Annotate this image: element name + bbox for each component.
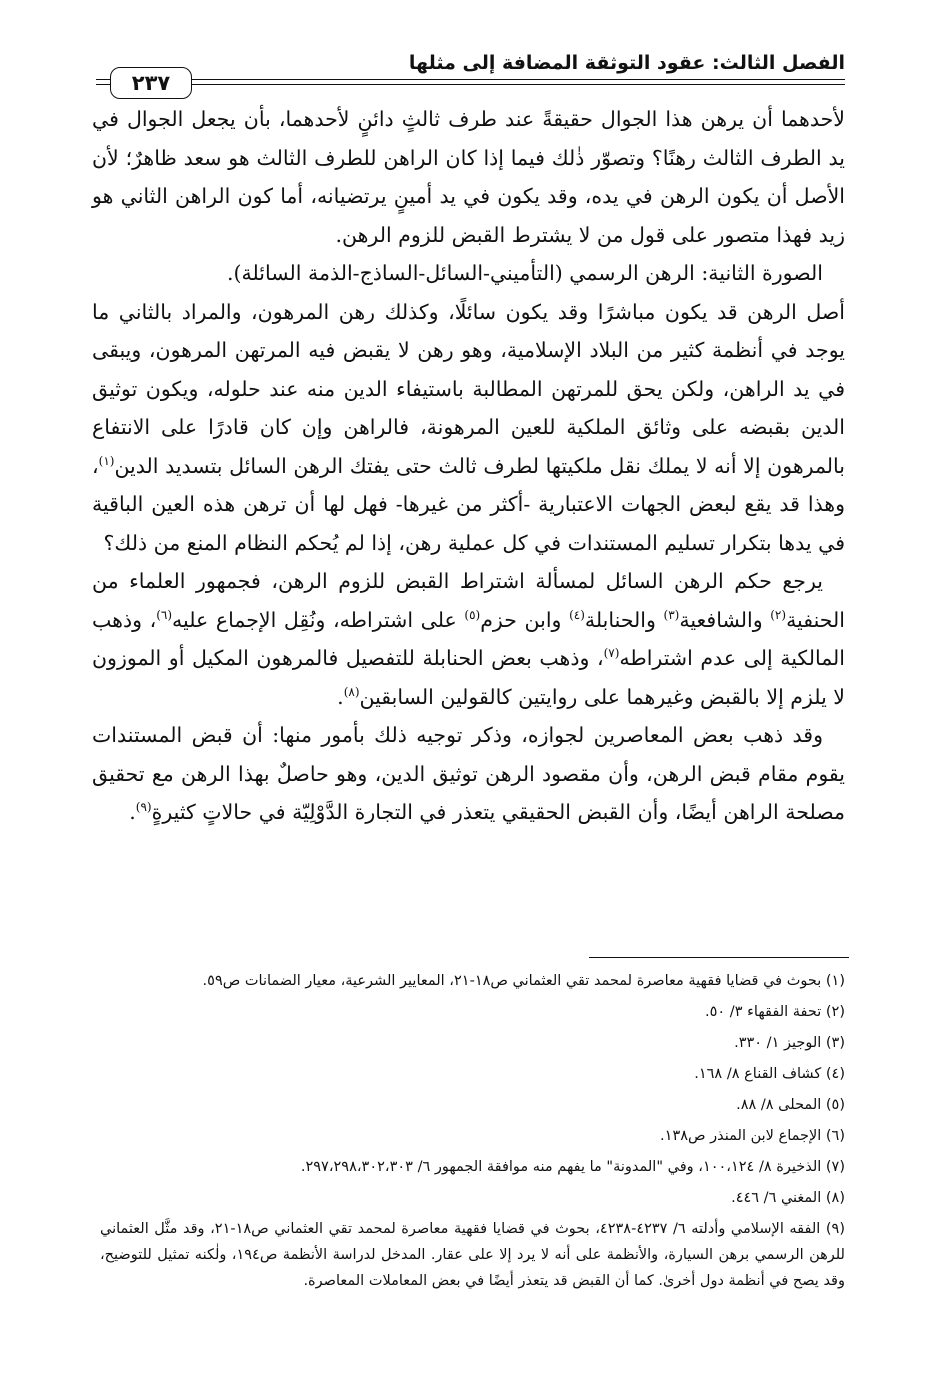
- paragraph-4-text-d: وابن حزم: [480, 607, 570, 632]
- paragraph-1: لأحدهما أن يرهن هذا الجوال حقيقةً عند طرف ثالثٍ دائنٍ لأحدهما، بأن يجعل الجوال في يد الطرف الثالث رهنًا؟ وتصوّر ذٰلك فيما إذا كان الراهن للطرف الثالث هو سعد ظاهرٌ؛ لأن الأصل أن يكون الرهن في يده، وقد يكون في يد أمينٍ يرتضيانه، أما كون الراهن الثاني هو زيد فهذا متصور على قول من لا يشترط القبض للزوم الرهن.: [92, 107, 845, 247]
- footnote-6: (٦) الإجماع لابن المنذر ص١٣٨.: [660, 1128, 845, 1144]
- footnote-ref-4[interactable]: (٤): [569, 607, 585, 622]
- paragraph-3-text-a: أصل الرهن قد يكون مباشرًا وقد يكون سائلًا، وكذلك رهن المرهون، والمراد بالثاني ما يوجد في أنظمة كثير من البلاد الإسلامية، وهو رهن لا يقبض فيه المرتهن المرهون، ويبقى في يد الراهن، ولكن يحق للمرتهن المطالبة باستيفاء الدين منه عند حلوله، ويكون توثيق الدين بقبضه على وثائق الملكية للعين المرهونة، فالراهن وإن كان قادرًا على الانتفاع بالمرهون إلا أنه لا يملك نقل ملكيتها لطرف ثالث حتى يفتك الرهن السائل بتسديد الدين: [92, 299, 845, 478]
- footnote-1: (١) بحوث في قضايا فقهية معاصرة لمحمد تقي العثماني ص١٨-٢١، المعايير الشرعية، معيار الضمانات ص٥٩.: [202, 973, 845, 989]
- footnote-4: (٤) كشاف القناع ٨/ ١٦٨.: [694, 1066, 845, 1082]
- footnote-ref-5[interactable]: (٥): [464, 607, 481, 622]
- footnote-ref-1[interactable]: (١): [98, 453, 115, 468]
- running-header: [96, 50, 845, 95]
- footnote-2: (٢) تحفة الفقهاء ٣/ ٥٠.: [705, 1004, 845, 1020]
- header-rule-top: [96, 79, 845, 80]
- paragraph-2-heading: الصورة الثانية: الرهن الرسمي (التأميني-السائل-الساذج-الذمة السائلة).: [226, 261, 823, 285]
- paragraph-4-text-b: والشافعية: [679, 607, 771, 632]
- footnote-ref-7[interactable]: (٧): [603, 646, 620, 661]
- paragraph-4: [92, 562, 845, 716]
- footnote-9: (٩) الفقه الإسلامي وأدلته ٦/ ٤٢٣٧-٤٢٣٨، بحوث في قضايا فقهية معاصرة لمحمد تقي العثماني ص١٨-٢١، وقد مثَّل العثماني للرهن الرسمي برهن السيارة، والأنظمة على أنه لا يرد إلا على عقار. المدخل لدراسة الأنظمة ص١٩٤، ولٰكنه تمثيل للتوضيح، وقد يصح في أنظمة دول أخرىٰ. كما أن القبض قد يتعذر أيضًا في بعض المعاملات المعاصرة.: [100, 1221, 845, 1289]
- footnotes: [100, 968, 845, 1299]
- paragraph-4-text-a: يرجع حكم الرهن السائل لمسألة اشتراط القبض للزوم الرهن، فجمهور العلماء من الحنفية: [92, 569, 845, 632]
- footnote-3: (٣) الوجيز ١/ ٣٣٠.: [734, 1035, 845, 1051]
- footnote-ref-3[interactable]: (٣): [663, 607, 680, 622]
- footnote-7: (٧) الذخيرة ٨/ ١٠٠،١٢٤، وفي "المدونة" ما يفهم منه موافقة الجمهور ٦/ ٢٩٧،٢٩٨،٣٠٢،٣٠٣.: [300, 1159, 845, 1175]
- footnote-5: (٥) المحلى ٨/ ٨٨.: [736, 1097, 845, 1113]
- paragraph-5-text-b: .: [129, 800, 136, 824]
- paragraph-5-text-a: وقد ذهب بعض المعاصرين لجوازه، وذكر توجيه ذلك بأمور منها: أن قبض المستندات يقوم مقام قبض الرهن، وأن مقصود الرهن توثيق الدين، وهو حاصلٌ بهذا الرهن مع تحقيق مصلحة الراهن أيضًا، وأن القبض الحقيقي يتعذر في التجارة الدَّوْلِيّة في حالاتٍ كثيرةٍ: [92, 723, 845, 824]
- footnote-ref-2[interactable]: (٢): [770, 607, 787, 622]
- paragraph-3: [92, 293, 845, 563]
- footnote-8: (٨) المغني ٦/ ٤٤٦.: [731, 1190, 845, 1206]
- paragraph-5: [92, 716, 845, 832]
- paragraph-4-text-g: ، وذهب بعض الحنابلة للتفصيل فالمرهون المكيل أو الموزون لا يلزم إلا بالقبض وغيرهما على روايتين كالقولين السابقين: [92, 646, 845, 709]
- paragraph-4-text-h: .: [337, 684, 344, 709]
- footnote-separator: [589, 957, 849, 958]
- main-text: [92, 100, 845, 832]
- footnote-ref-8[interactable]: (٨): [343, 684, 360, 699]
- paragraph-4-text-c: والحنابلة: [584, 607, 664, 632]
- chapter-title: الفصل الثالث: عقود التوثقة المضافة إلى مثلها: [408, 52, 845, 74]
- paragraph-4-text-f: ، وذهب المالكية إلى عدم اشتراطه: [92, 607, 845, 670]
- header-rule-bottom: [96, 84, 845, 85]
- footnote-ref-6[interactable]: (٦): [156, 607, 173, 622]
- paragraph-4-text-e: على اشتراطه، ونُقِل الإجماع عليه: [172, 607, 465, 632]
- footnote-ref-9[interactable]: (٩): [135, 800, 152, 815]
- paragraph-3-text-b: ، وهذا قد يقع لبعض الجهات الاعتبارية -أكثر من غيرها- فهل لها أن ترهن هذه العين الباقية في يدها بتكرار تسليم المستندات في كل عملية رهن، إذا لم يُحكم النظام المنع من ذلك؟: [92, 453, 845, 555]
- page-number: ٢٣٧: [110, 67, 192, 99]
